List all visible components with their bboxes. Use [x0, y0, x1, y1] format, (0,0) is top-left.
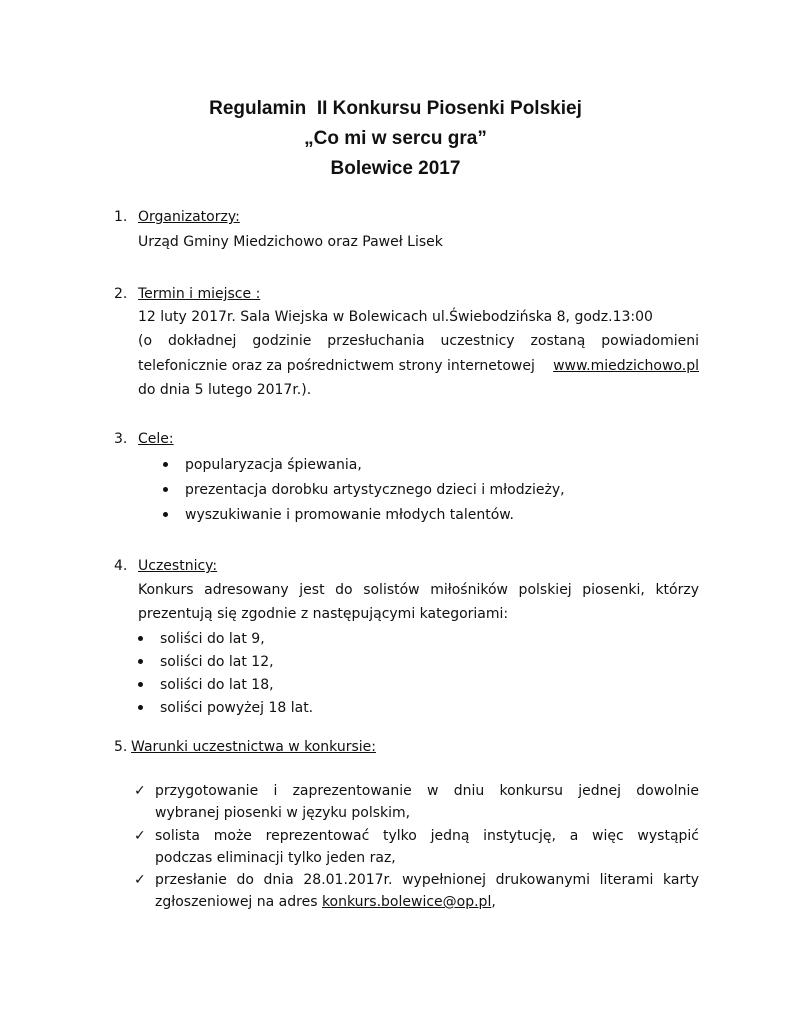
- checkmark-icon: ✓: [134, 783, 146, 799]
- email-link[interactable]: konkurs.bolewice@op.pl: [321, 894, 492, 910]
- condition-line: solista może reprezentować tylko jedną instytucję, a więc wystąpić: [155, 828, 699, 844]
- condition-line: przesłanie do dnia 28.01.2017r. wypełnionej drukowanymi literami karty: [155, 872, 699, 888]
- bullet-icon: [138, 705, 143, 710]
- bullet-icon: [138, 636, 143, 641]
- condition-line: [155, 890, 496, 914]
- title-line-3: Bolewice 2017: [330, 158, 461, 179]
- document-title: [0, 94, 791, 184]
- title-line-1: Regulamin II Konkursu Piosenki Polskiej: [209, 98, 582, 119]
- section-number: 5.: [114, 739, 128, 755]
- section-heading: Termin i miejsce :: [138, 286, 261, 302]
- list-item: soliści do lat 18,: [138, 673, 274, 697]
- website-link[interactable]: www.miedzichowo.pl: [553, 358, 699, 374]
- date-place-line: do dnia 5 lutego 2017r.).: [138, 382, 312, 398]
- condition-line: wybranej piosenki w języku polskim,: [155, 805, 411, 821]
- section-heading: Organizatorzy:: [138, 209, 240, 225]
- bullet-icon: [163, 512, 168, 517]
- section-heading: Uczestnicy:: [138, 558, 218, 574]
- checkmark-icon: ✓: [134, 872, 146, 888]
- condition-line: podczas eliminacji tylko jeden raz,: [155, 850, 396, 866]
- list-item: soliści powyżej 18 lat.: [138, 696, 313, 720]
- date-place-line: (o dokładnej godzinie przesłuchania uczestnicy zostaną powiadomieni: [138, 333, 699, 349]
- condition-text: ,: [491, 894, 496, 910]
- section-number: 4.: [114, 558, 128, 574]
- bullet-icon: [163, 487, 168, 492]
- list-item: soliści do lat 12,: [138, 650, 274, 674]
- title-line-2: „Co mi w sercu gra”: [304, 128, 487, 149]
- participants-line: Konkurs adresowany jest do solistów miłośników polskiej piosenki, którzy: [138, 582, 699, 598]
- participants-line: prezentują się zgodnie z następującymi kategoriami:: [138, 606, 509, 622]
- organizers-text: Urząd Gminy Miedzichowo oraz Paweł Lisek: [138, 234, 443, 250]
- checkmark-icon: ✓: [134, 828, 146, 844]
- condition-text: zgłoszeniowej na adres: [155, 894, 322, 910]
- date-place-line: 12 luty 2017r. Sala Wiejska w Bolewicach ul.Świebodzińska 8, godz.13:00: [138, 309, 653, 325]
- condition-line: przygotowanie i zaprezentowanie w dniu konkursu jednej dowolnie: [155, 783, 699, 799]
- list-item: wyszukiwanie i promowanie młodych talentów.: [163, 503, 514, 527]
- list-item: soliści do lat 9,: [138, 627, 265, 651]
- section-heading: Warunki uczestnictwa w konkursie:: [131, 739, 376, 755]
- bullet-icon: [163, 462, 168, 467]
- list-item: popularyzacja śpiewania,: [163, 453, 362, 477]
- section-number: 3.: [114, 431, 128, 447]
- bullet-icon: [138, 659, 143, 664]
- section-number: 1.: [114, 209, 128, 225]
- section-heading: Cele:: [138, 431, 174, 447]
- date-place-text: telefonicznie oraz za pośrednictwem strony internetowej: [138, 358, 540, 374]
- bullet-icon: [138, 682, 143, 687]
- list-item: prezentacja dorobku artystycznego dzieci i młodzieży,: [163, 478, 565, 502]
- section-number: 2.: [114, 286, 128, 302]
- date-place-line: [138, 354, 699, 378]
